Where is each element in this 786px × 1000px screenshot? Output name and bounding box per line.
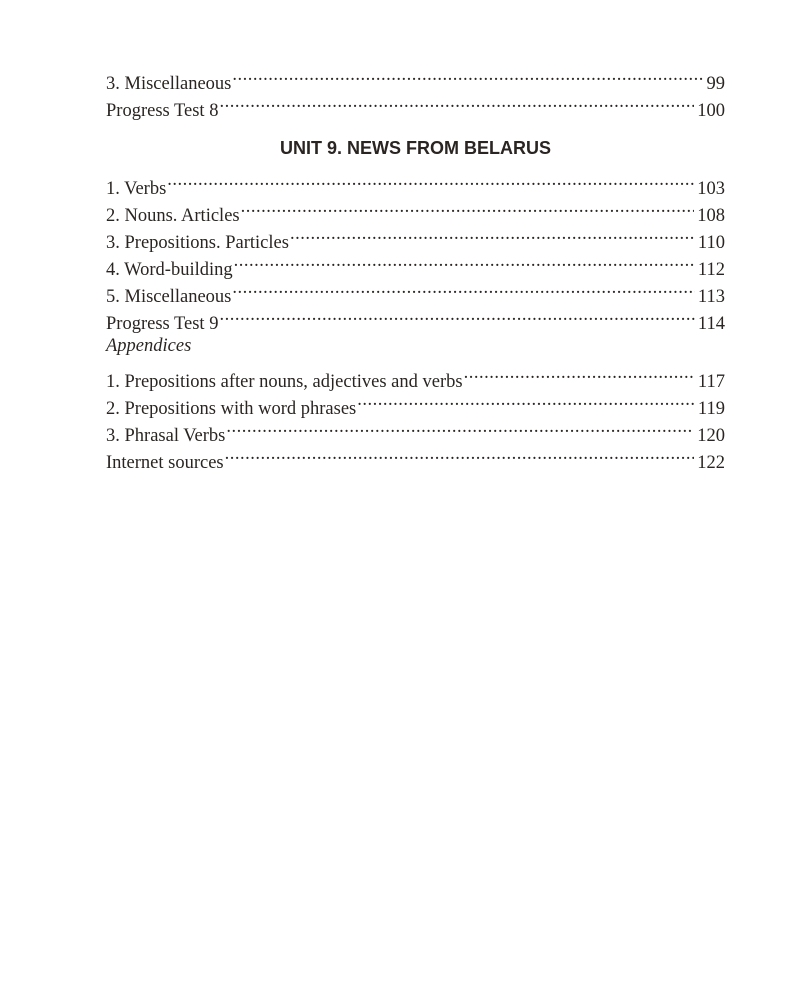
toc-entry [106,167,725,199]
toc-entry-label: 2. Nouns. Articles [106,206,240,226]
toc-entry-page: 120 [697,426,725,446]
toc-entry-page: 114 [697,314,725,334]
toc-entry-label: Internet sources [106,453,224,473]
toc-entry-page: 100 [697,101,725,121]
toc-entry-label: 1. Prepositions after nouns, adjectives and verbs [106,372,463,392]
toc-entry-page: 112 [697,260,725,280]
appendices-heading: Appendices [106,336,192,356]
dot-leader [357,387,695,414]
toc-entry-page: 108 [697,206,725,226]
toc-entry [106,360,725,392]
toc-entry-page: 99 [706,74,725,94]
table-of-contents [106,62,725,473]
dot-leader [219,302,694,329]
toc-entry [106,194,725,226]
toc-entry-label: Progress Test 8 [106,101,219,121]
dot-leader [219,89,694,116]
dot-leader [167,167,694,194]
dot-leader [464,360,695,387]
toc-entry-label: 5. Miscellaneous [106,287,232,307]
dot-leader [234,248,695,275]
toc-entry-label: Progress Test 9 [106,314,219,334]
toc-entry-page: 122 [697,453,725,473]
toc-entry-label: 2. Prepositions with word phrases [106,399,357,419]
dot-leader [225,441,695,468]
dot-leader [226,414,694,441]
toc-entry-label: 4. Word-building [106,260,233,280]
dot-leader [290,221,695,248]
toc-entry-label: 3. Miscellaneous [106,74,232,94]
toc-entry-label: 1. Verbs [106,179,167,199]
dot-leader [232,275,695,302]
unit-heading: UNIT 9. NEWS FROM BELARUS [279,138,551,158]
toc-entry-page: 113 [697,287,725,307]
toc-entry-page: 110 [697,233,725,253]
toc-entry-page: 117 [697,372,725,392]
toc-entry-page: 103 [697,179,725,199]
toc-entry [106,62,725,94]
toc-entry-label: 3. Phrasal Verbs [106,426,226,446]
toc-entry-label: 3. Prepositions. Particles [106,233,289,253]
dot-leader [232,62,703,89]
dot-leader [241,194,695,221]
toc-entry-page: 119 [697,399,725,419]
